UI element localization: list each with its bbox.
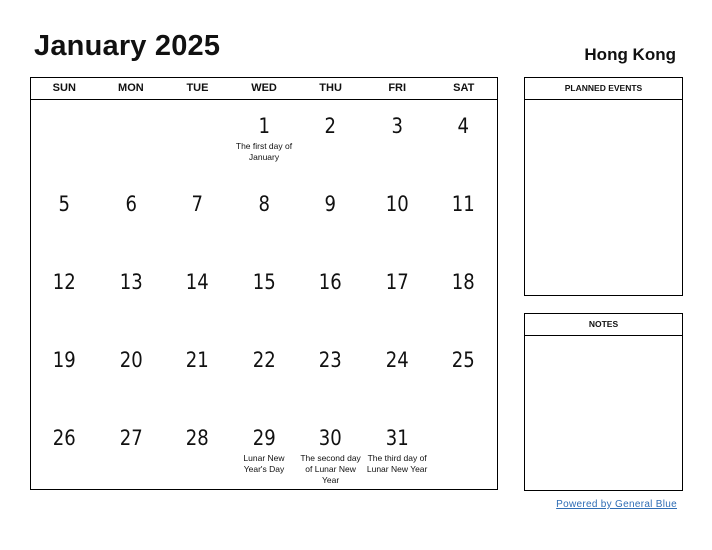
day-cell	[231, 411, 298, 489]
day-number: 1	[258, 114, 270, 138]
weekday-tue: TUE	[186, 82, 209, 94]
day-number: 15	[252, 270, 276, 294]
day-number: 23	[319, 348, 343, 372]
day-number: 25	[452, 348, 476, 372]
day-cell	[231, 255, 298, 333]
day-cell	[164, 255, 231, 333]
day-number: 29	[252, 426, 276, 450]
weekday-sat: SAT	[453, 82, 475, 94]
powered-by-link[interactable]: Powered by General Blue	[556, 499, 677, 510]
day-number: 10	[385, 192, 409, 216]
day-cell	[98, 333, 165, 411]
day-cell	[297, 411, 364, 489]
planned-events-panel	[524, 77, 683, 296]
day-cell	[430, 411, 497, 489]
day-number: 2	[324, 114, 337, 138]
day-cell	[98, 177, 165, 255]
day-number: 14	[185, 270, 209, 294]
calendar-grid	[30, 77, 498, 490]
day-number: 24	[385, 348, 409, 372]
day-cell	[297, 177, 364, 255]
day-number: 22	[252, 348, 276, 372]
day-cell	[297, 99, 364, 177]
day-number: 13	[119, 270, 143, 294]
day-cell	[364, 255, 431, 333]
day-number: 17	[385, 270, 409, 294]
day-cell	[430, 177, 497, 255]
day-number: 5	[58, 192, 71, 216]
day-number: 16	[319, 270, 343, 294]
day-number: 12	[52, 270, 76, 294]
day-cell	[364, 99, 431, 177]
day-cell	[364, 411, 431, 489]
day-grid	[31, 99, 497, 489]
day-cell	[31, 333, 98, 411]
day-number: 26	[52, 426, 76, 450]
holiday-label: Lunar New Year's Day	[243, 453, 285, 474]
day-cell	[364, 333, 431, 411]
day-cell	[297, 333, 364, 411]
day-number: 8	[258, 192, 270, 216]
day-cell	[297, 255, 364, 333]
day-cell	[364, 177, 431, 255]
day-number: 27	[119, 426, 143, 450]
notes-panel	[524, 313, 683, 491]
holiday-label: The second day of Lunar New Year	[300, 453, 361, 485]
day-cell	[31, 411, 98, 489]
weekday-thu: THU	[319, 82, 342, 94]
notes-header: NOTES	[525, 314, 682, 336]
weekday-sun: SUN	[52, 82, 76, 94]
day-cell	[164, 177, 231, 255]
day-cell	[430, 255, 497, 333]
day-number: 28	[185, 426, 209, 450]
day-cell	[164, 99, 231, 177]
day-number: 20	[119, 348, 143, 372]
day-cell	[31, 177, 98, 255]
holiday-label: The third day of Lunar New Year	[366, 453, 428, 474]
planned-events-header: PLANNED EVENTS	[525, 78, 682, 100]
day-cell	[164, 333, 231, 411]
day-number: 4	[457, 114, 470, 138]
day-number: 21	[185, 348, 209, 372]
day-number: 19	[52, 348, 76, 372]
day-number: 6	[125, 192, 137, 216]
day-cell	[231, 177, 298, 255]
day-number: 30	[319, 426, 343, 450]
weekday-header-row	[31, 78, 497, 100]
day-cell	[430, 99, 497, 177]
day-cell	[31, 255, 98, 333]
day-number: 3	[391, 114, 403, 138]
holiday-label: The first day of January	[235, 141, 293, 162]
weekday-wed: WED	[251, 82, 277, 94]
region-label: Hong Kong	[584, 45, 676, 64]
day-cell	[98, 411, 165, 489]
day-cell	[231, 333, 298, 411]
day-cell	[430, 333, 497, 411]
weekday-fri: FRI	[388, 82, 407, 94]
day-cell	[98, 99, 165, 177]
day-cell	[164, 411, 231, 489]
day-number: 7	[191, 192, 204, 216]
day-cell	[31, 99, 98, 177]
day-number: 18	[452, 270, 476, 294]
weekday-mon: MON	[118, 82, 144, 94]
calendar-title: January 2025	[34, 30, 221, 62]
day-number: 9	[324, 192, 337, 216]
day-number: 31	[385, 426, 409, 450]
day-number: 11	[452, 192, 476, 216]
day-cell	[231, 99, 298, 177]
day-cell	[98, 255, 165, 333]
